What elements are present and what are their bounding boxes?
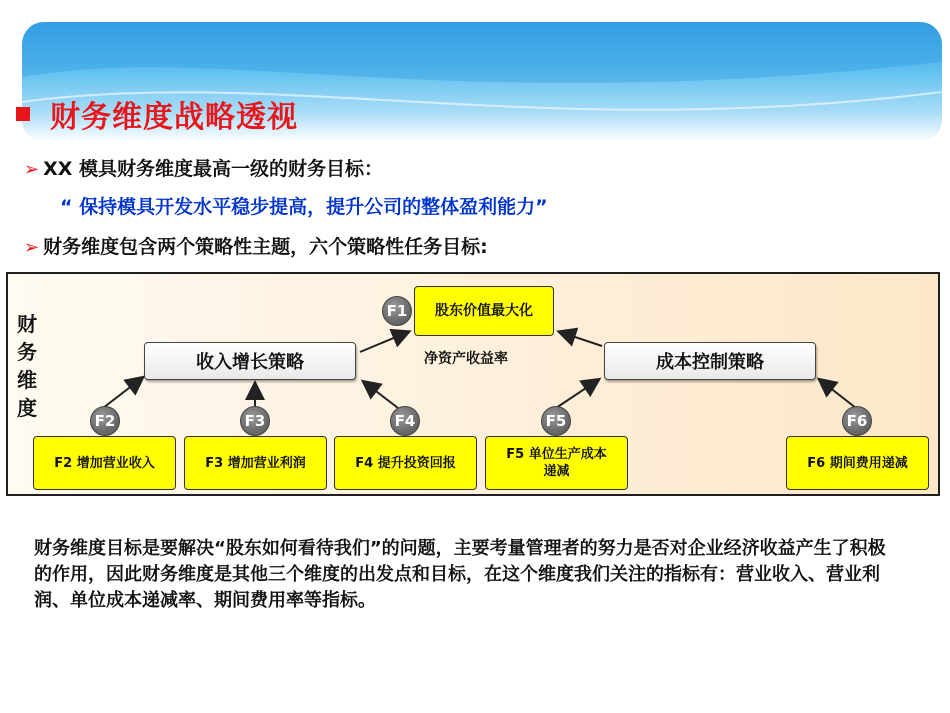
dimension-label: 财务维度 [17, 312, 37, 420]
task-f6: F6 期间费用递减 [786, 436, 929, 490]
badge-f1: F1 [382, 296, 412, 326]
arrow-bullet-icon: ➢ [24, 237, 40, 258]
title-bullet-square [16, 107, 30, 121]
strategy-diagram [6, 272, 940, 496]
task-f2: F2 增加营业收入 [33, 436, 176, 490]
badge-f2: F2 [90, 406, 120, 436]
explanation-paragraph: 财务维度目标是要解决“股东如何看待我们”的问题，主要考量管理者的努力是否对企业经济收益产生了积极的作用，因此财务维度是其他三个维度的出发点和目标，在这个维度我们关注的指标有：营业收入、营业利润、单位成本递减率、期间费用率等指标。 [34, 538, 886, 611]
badge-f6: F6 [842, 406, 872, 436]
task-f4: F4 提升投资回报 [334, 436, 477, 490]
slide-title: 财务维度战略透视 [50, 100, 298, 135]
roe-label: 净资产收益率 [424, 351, 508, 367]
arrow-f4-to-revenue [364, 382, 398, 408]
arrow-f5-to-cost [556, 380, 598, 408]
bullet-line-3-text: 财务维度包含两个策略性主题，六个策略性任务目标: [43, 236, 488, 258]
arrow-revenue-to-f1 [360, 332, 408, 352]
theme-cost-control: 成本控制策略 [604, 342, 816, 380]
arrow-cost-to-f1 [560, 332, 602, 346]
task-f5: F5 单位生产成本递减 [485, 436, 628, 490]
top-goal-box: 股东价值最大化 [414, 286, 554, 336]
badge-f4: F4 [390, 406, 420, 436]
goal-quote: “ 保持模具开发水平稳步提高，提升公司的整体盈利能力” [60, 196, 548, 218]
slide-title-row [16, 92, 298, 136]
theme-revenue-growth: 收入增长策略 [144, 342, 356, 380]
arrow-f2-to-revenue [103, 378, 142, 408]
bullet-line-3 [24, 232, 488, 259]
badge-f3: F3 [240, 406, 270, 436]
task-f3: F3 增加营业利润 [184, 436, 327, 490]
bullet-line-1-text: XX 模具财务维度最高一级的财务目标： [43, 158, 384, 180]
arrow-f6-to-cost [820, 380, 856, 408]
bullet-line-1 [24, 154, 383, 181]
arrow-bullet-icon: ➢ [24, 159, 40, 180]
badge-f5: F5 [541, 406, 571, 436]
